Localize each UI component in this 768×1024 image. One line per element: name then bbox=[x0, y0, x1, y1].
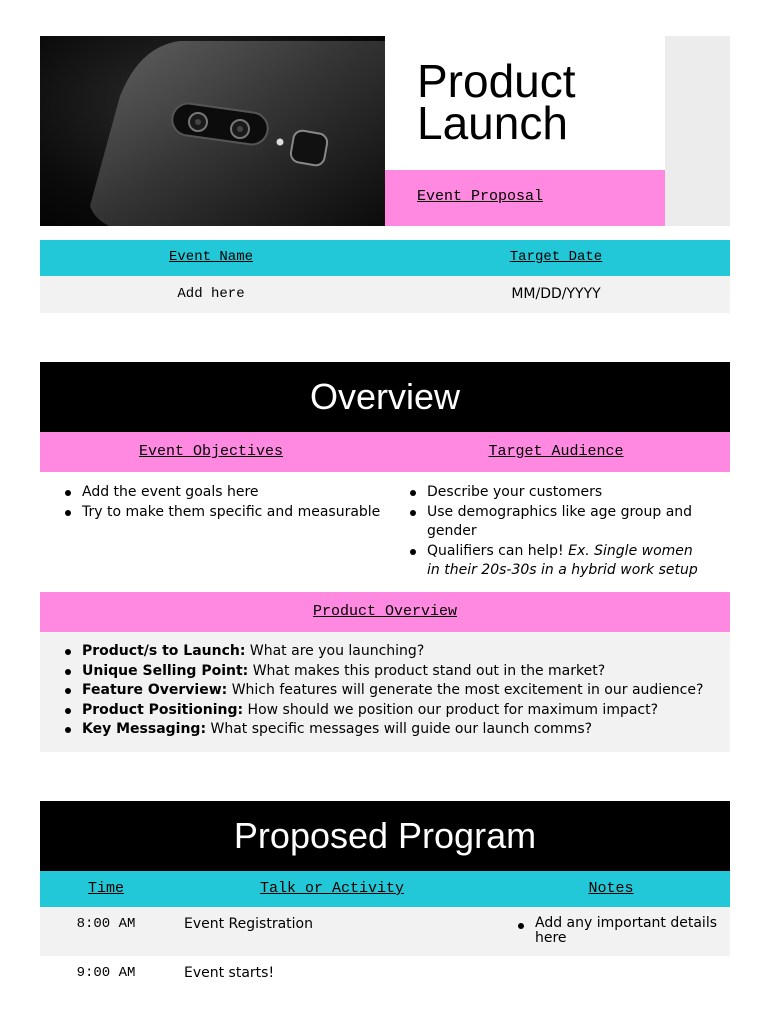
subtitle-banner bbox=[385, 170, 665, 226]
time-header: Time bbox=[87, 880, 124, 897]
event-table-header bbox=[40, 240, 730, 276]
event-name-header: Event Name bbox=[168, 249, 253, 265]
notes-header: Notes bbox=[588, 880, 634, 897]
program-notes bbox=[515, 916, 720, 946]
audience-list bbox=[407, 483, 707, 581]
product-overview-header-row bbox=[40, 592, 730, 632]
subtitle: Event Proposal bbox=[417, 188, 544, 205]
event-table-row bbox=[40, 276, 730, 313]
program-activity: Event Registration bbox=[184, 916, 313, 932]
list-item: Qualifiers can help! Ex. Single women in their 20s-30s in a hybrid work setup bbox=[407, 542, 707, 581]
program-time: 9:00 AM bbox=[76, 965, 136, 981]
program-table-header bbox=[40, 871, 730, 907]
list-item: Use demographics like age group and gender bbox=[407, 503, 707, 542]
decorative-strip bbox=[665, 36, 730, 226]
event-name-value[interactable]: Add here bbox=[177, 286, 245, 302]
overview-columns-header bbox=[40, 432, 730, 472]
program-title: Proposed Program bbox=[40, 801, 730, 871]
overview-title: Overview bbox=[40, 362, 730, 432]
table-row bbox=[40, 956, 730, 996]
list-item: Product Positioning: How should we position our product for maximum impact? bbox=[62, 701, 722, 721]
phone-camera-illustration bbox=[40, 36, 385, 226]
table-row bbox=[40, 907, 730, 956]
list-item: Add any important details here bbox=[515, 916, 720, 946]
program-time: 8:00 AM bbox=[76, 916, 136, 932]
target-date-value[interactable]: MM/DD/YYYY bbox=[511, 286, 601, 302]
list-item: Try to make them specific and measurable bbox=[62, 503, 382, 523]
product-overview-header: Product Overview bbox=[312, 603, 458, 620]
title-box bbox=[385, 36, 665, 170]
list-item: Describe your customers bbox=[407, 483, 707, 503]
product-overview-list bbox=[62, 642, 722, 740]
target-audience-header: Target Audience bbox=[488, 443, 624, 460]
page-title: Product Launch bbox=[417, 55, 576, 149]
list-item: Product/s to Launch: What are you launching? bbox=[62, 642, 722, 662]
list-item: Feature Overview: Which features will generate the most excitement in our audience? bbox=[62, 681, 722, 701]
activity-header: Talk or Activity bbox=[259, 880, 405, 897]
objectives-list bbox=[62, 483, 382, 522]
target-date-header: Target Date bbox=[509, 249, 603, 265]
program-activity: Event starts! bbox=[184, 965, 275, 981]
hero-image bbox=[40, 36, 385, 226]
event-objectives-header: Event Objectives bbox=[138, 443, 284, 460]
list-item: Key Messaging: What specific messages will guide our launch comms? bbox=[62, 720, 722, 740]
list-item: Unique Selling Point: What makes this product stand out in the market? bbox=[62, 662, 722, 682]
list-item: Add the event goals here bbox=[62, 483, 382, 503]
